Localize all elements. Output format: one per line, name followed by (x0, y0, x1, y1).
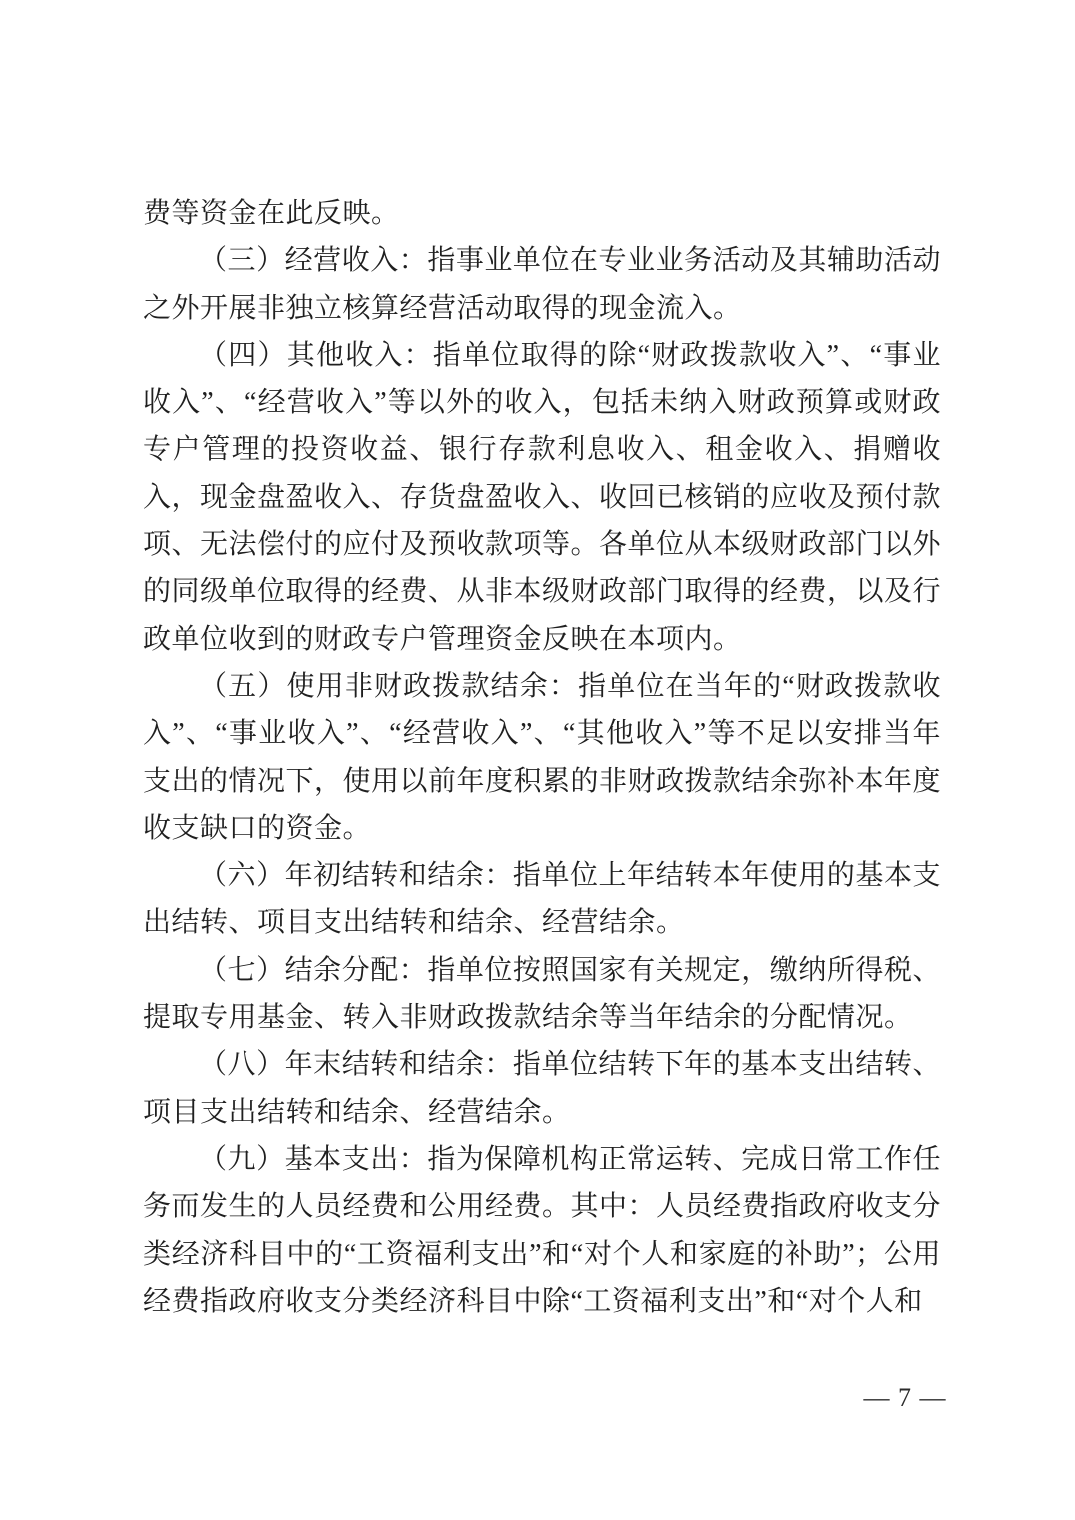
page-number: — 7 — (863, 1383, 947, 1412)
paragraph-item-7-surplus-distribution: （七）结余分配：指单位按照国家有关规定，缴纳所得税、提取专用基金、转入非财政拨款结余等当年结余的分配情况。 (143, 954, 941, 1034)
paragraph-item-3-operating-income: （三）经营收入：指事业单位在专业业务活动及其辅助活动之外开展非独立核算经营活动取得的现金流入。 (143, 245, 941, 324)
body-text (143, 190, 941, 1325)
paragraph-item-4-other-income: （四）其他收入：指单位取得的除“财政拨款收入”、“事业收入”、“经营收入”等以外的收入，包括未纳入财政预算或财政专户管理的投资收益、银行存款利息收入、租金收入、捐赠收入，现金盘盈收入、存货盘盈收入、收回已核销的应收及预付款项、无法偿付的应付及预收款项等。各单位从本级财政部门以外的同级单位取得的经费、从非本级财政部门取得的经费，以及行政单位收到的财政专户管理资金反映在本项内。 (143, 339, 942, 655)
paragraph-item-6-beginning-balance: （六）年初结转和结余：指单位上年结转本年使用的基本支出结转、项目支出结转和结余、经营结余。 (143, 860, 941, 939)
paragraph-item-8-yearend-balance: （八）年末结转和结余：指单位结转下年的基本支出结转、项目支出结转和结余、经营结余。 (143, 1049, 941, 1128)
paragraph-continuation: 费等资金在此反映。 (143, 198, 400, 229)
paragraph-item-5-non-fiscal-surplus: （五）使用非财政拨款结余：指单位在当年的“财政拨款收入”、“事业收入”、“经营收入”、“其他收入”等不足以安排当年支出的情况下，使用以前年度积累的非财政拨款结余弥补本年度收支缺口的资金。 (143, 670, 942, 844)
paragraph-item-9-basic-expenditure: （九）基本支出：指为保障机构正常运转、完成日常工作任务而发生的人员经费和公用经费。其中：人员经费指政府收支分类经济科目中的“工资福利支出”和“对个人和家庭的补助”；公用经费指政府收支分类经济科目中除“工资福利支出”和“对个人和 (143, 1143, 942, 1317)
